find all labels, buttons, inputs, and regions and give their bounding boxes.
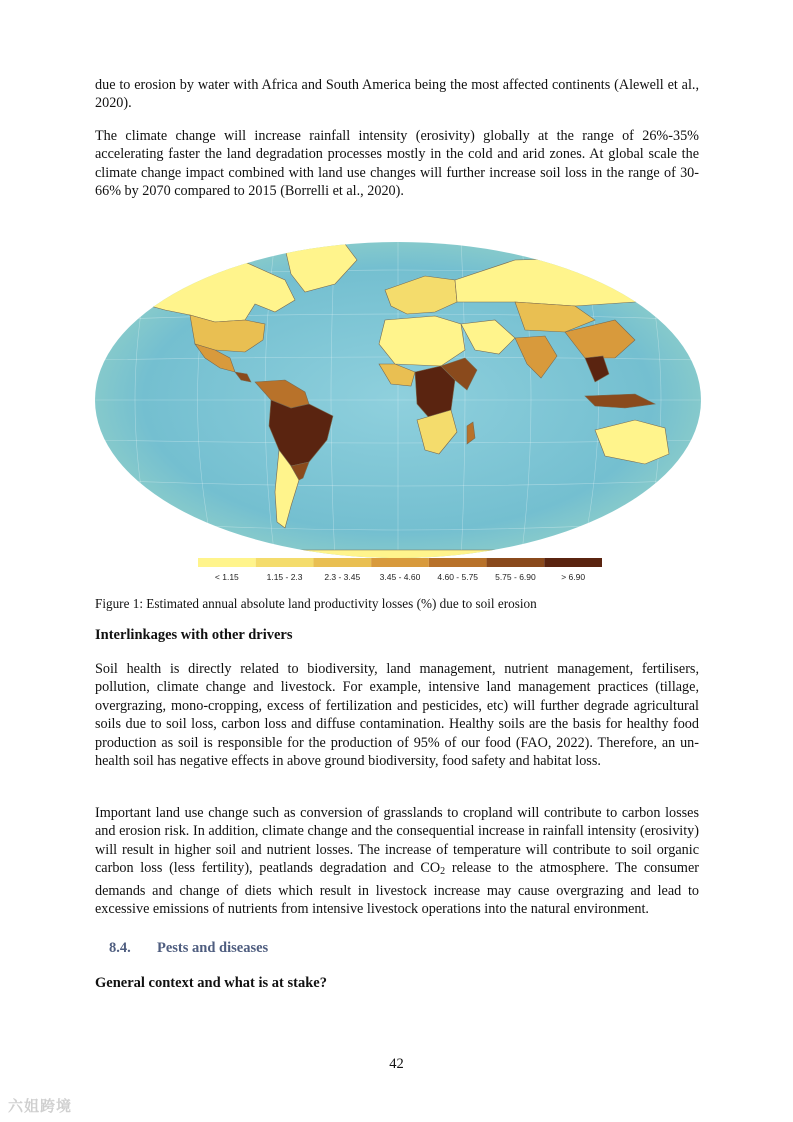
watermark-logo xyxy=(8,1095,72,1116)
section-heading-pests xyxy=(109,940,268,957)
legend-label: 5.75 - 6.90 xyxy=(495,572,536,582)
legend-swatch xyxy=(256,558,314,567)
section-title: Pests and diseases xyxy=(157,940,269,956)
legend-swatch xyxy=(429,558,487,567)
p4-text-b: release to the atmosphere. The consumer demands and change of diets which result in livestock increase may cause overgrazing and lead to excessive emissions of nutrients from intensive livestock operations into the natural environment. xyxy=(95,860,699,918)
heading-general-context: General context and what is at stake? xyxy=(95,975,327,991)
new-zealand xyxy=(677,462,689,482)
legend-label: < 1.15 xyxy=(214,572,239,582)
watermark-text: 六姐跨境 xyxy=(8,1097,73,1115)
legend-label: 4.60 - 5.75 xyxy=(437,572,479,582)
legend-label: 3.45 - 4.60 xyxy=(379,572,421,582)
paragraph-land-use-change xyxy=(95,804,699,918)
north-africa xyxy=(379,316,465,366)
legend-swatch xyxy=(198,558,256,567)
p4-text-a: Important land use change such as conversion of grasslands to cropland will contribute to carbon losses and erosion risk. In addition, climate change and the consequential increase in rainfall intensity (erosivity) will result in higher soil and nutrient losses. The increase of temperature will contribute to soil organic carbon loss (less fertility), peatlands degradation and CO xyxy=(95,805,699,877)
paragraph-soil-health: Soil health is directly related to biodiversity, land management, nutrient management, fertilisers, pollution, climate change and livestock. For example, intensive land management practices (tillage, overgrazing, mono-cropping, excess of fertilization and pesticides, etc) will further degrade agricultural soils due to soil loss, carbon loss and diffuse contamination. Healthy soils are the basis for healthy food production as soil is responsible for the production of 95% of our food (FAO, 2022). Therefore, an un-health soil has negative effects in above ground biodiversity, food safety and habitat loss. xyxy=(95,661,699,770)
legend-label: 2.3 - 3.45 xyxy=(324,572,361,582)
legend-svg xyxy=(198,558,602,584)
legend-swatch xyxy=(313,558,371,567)
section-number: 8.4. xyxy=(109,940,131,956)
figure-caption: Figure 1: Estimated annual absolute land productivity losses (%) due to soil erosion xyxy=(95,596,537,611)
legend-swatch xyxy=(544,558,602,567)
legend-swatch xyxy=(487,558,545,567)
legend-label: 1.15 - 2.3 xyxy=(266,572,303,582)
world-map-figure xyxy=(95,240,707,562)
paragraph-climate-change-rainfall: The climate change will increase rainfall intensity (erosivity) globally at the range of 26%-35% accelerating faster the land degradation processes mostly in the cold and arid zones. At global scale the climate change impact combined with land use changes will further increase soil loss in the range of 30-66% by 2070 compared to 2015 (Borrelli et al., 2020). xyxy=(95,128,699,200)
page-number: 42 xyxy=(389,1056,404,1072)
co2-subscript: 2 xyxy=(440,866,446,878)
legend-swatch xyxy=(371,558,429,567)
map-legend xyxy=(198,558,602,584)
paragraph-erosion-continents: due to erosion by water with Africa and South America being the most affected continents (Alewell et al., 2020). xyxy=(95,77,699,112)
legend-label: > 6.90 xyxy=(561,572,586,582)
world-map-svg xyxy=(95,240,707,562)
heading-interlinkages: Interlinkages with other drivers xyxy=(95,627,293,643)
